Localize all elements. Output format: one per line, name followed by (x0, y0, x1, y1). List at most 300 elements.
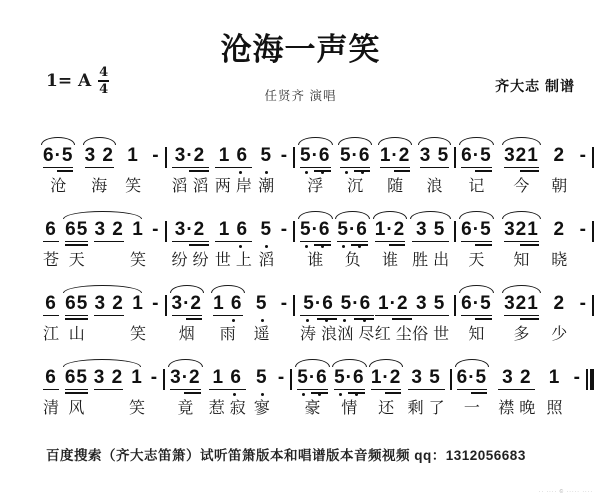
arranger-credit: 齐大志 制谱 (495, 78, 575, 94)
duration-marks (580, 314, 587, 322)
underline (184, 392, 200, 394)
lyric (106, 399, 110, 419)
measure (167, 136, 294, 197)
lyric: 少 (551, 326, 568, 343)
duration-marks (43, 388, 59, 396)
note-group (337, 284, 380, 345)
underline (300, 167, 330, 169)
slur-arc (168, 359, 202, 367)
underline (65, 389, 88, 391)
meter-denominator: 4 (99, 82, 109, 97)
lyric: 浪 (426, 178, 443, 195)
underline (65, 244, 88, 246)
lyric: 晓 (551, 252, 568, 269)
duration-marks (551, 166, 567, 174)
underline (215, 167, 252, 169)
note-group (254, 284, 270, 345)
note-group (258, 136, 274, 197)
lyric (279, 399, 283, 419)
duration-marks (281, 166, 288, 174)
measure (38, 358, 163, 419)
duration-marks (412, 314, 449, 322)
duration-marks (278, 388, 285, 396)
note-group (281, 136, 288, 197)
note-group (85, 136, 114, 197)
underline (213, 315, 242, 317)
slur-arc (378, 137, 412, 145)
duration-marks (151, 388, 158, 396)
note-group (574, 358, 581, 419)
duration-marks (65, 314, 88, 322)
lyric: 多 (513, 326, 530, 343)
underline (504, 167, 539, 169)
underline (43, 315, 59, 317)
measure (456, 210, 592, 271)
note-group (258, 210, 274, 271)
duration-marks (172, 166, 209, 174)
underline (65, 241, 88, 243)
key-label: 1= A (46, 71, 92, 91)
lyric: 今 (513, 178, 530, 195)
lyric: 沉 (347, 178, 364, 195)
octave-dot (239, 171, 242, 174)
lyric (152, 399, 156, 419)
underline (172, 167, 209, 169)
duration-marks (461, 240, 491, 248)
note-group (461, 284, 491, 345)
underline (209, 389, 246, 391)
duration-marks (580, 240, 587, 248)
singer-credit: 任贤齐 演唱 (264, 89, 337, 103)
duration-marks (125, 166, 141, 174)
underline (389, 244, 405, 246)
duration-marks (420, 166, 449, 174)
note-group (213, 284, 242, 345)
underline (520, 244, 539, 246)
note-digits: 2 (553, 293, 566, 314)
note-group (43, 136, 73, 197)
note-group (125, 136, 141, 197)
note-group (171, 210, 214, 271)
note-digits: 3 2 (502, 367, 532, 388)
duration-marks (375, 314, 412, 322)
duration-marks (254, 388, 270, 396)
note-group (281, 284, 288, 345)
slur-arc (41, 137, 75, 145)
note-group (278, 358, 285, 419)
lyric: 还 (378, 400, 395, 417)
note-digits: - (152, 219, 160, 240)
lyric: 知 (513, 252, 530, 269)
lyric: 照 (546, 400, 563, 417)
lyric (282, 325, 286, 345)
lyric: 清 (43, 400, 60, 417)
note-digits: 1 (132, 219, 144, 240)
slur-arc (502, 285, 541, 293)
slur-arc (83, 137, 116, 145)
underline (43, 167, 73, 169)
duration-marks (254, 314, 270, 322)
slur-arc (459, 285, 493, 293)
lyric: 竟 (177, 400, 194, 417)
note-group (504, 210, 539, 271)
staff-line (38, 284, 594, 345)
barline (592, 147, 594, 168)
note-digits: 1 (127, 145, 139, 166)
measure (295, 284, 454, 345)
note-digits: - (579, 293, 587, 314)
underline (520, 318, 539, 320)
slur-arc (211, 285, 244, 293)
duration-marks (375, 240, 405, 248)
note-group (300, 136, 330, 197)
lyric: 天 (68, 252, 85, 269)
note-digits: 5·6 (337, 219, 368, 240)
octave-dot (305, 245, 308, 248)
note-group (551, 284, 567, 345)
duration-marks (152, 166, 159, 174)
measure (456, 136, 592, 197)
octave-dot (265, 171, 268, 174)
underline (57, 170, 73, 172)
note-digits: - (277, 367, 286, 388)
underline (300, 241, 330, 243)
underline (94, 241, 123, 243)
lyric: 风 (68, 400, 85, 417)
duration-marks (412, 240, 449, 248)
note-digits: 2 (553, 219, 566, 240)
note-group (152, 284, 159, 345)
slur-arc (298, 137, 332, 145)
note-digits: 3·2 (174, 145, 206, 166)
duration-marks (130, 240, 146, 248)
note-group (43, 284, 59, 345)
note-digits: - (579, 145, 587, 166)
staff-line (38, 210, 594, 271)
octave-dot (339, 393, 342, 396)
lyric (154, 325, 158, 345)
note-group (130, 210, 146, 271)
slur-arc (410, 211, 451, 219)
slur-arc (455, 359, 489, 367)
underline (297, 389, 327, 391)
underline (94, 389, 123, 391)
underline (520, 170, 539, 172)
slur-arc (502, 211, 541, 219)
lyric: 一 (463, 400, 480, 417)
duration-marks (172, 240, 209, 248)
note-digits: 6·5 (461, 145, 492, 166)
measure (38, 284, 165, 345)
note-digits: 3 2 (93, 367, 124, 388)
note-digits: - (280, 145, 289, 166)
underline (457, 389, 487, 391)
note-group (94, 284, 123, 345)
slur-arc (369, 359, 403, 367)
note-digits: - (579, 219, 587, 240)
lyric: 谁 (382, 252, 399, 269)
note-digits: 5·6 (300, 219, 331, 240)
underline (412, 241, 449, 243)
lyric: 世上 (214, 252, 257, 269)
note-digits: 6·5 (43, 145, 74, 166)
duration-marks (380, 166, 410, 174)
octave-dot (233, 393, 236, 396)
duration-marks (213, 314, 242, 322)
underline (186, 318, 202, 320)
note-digits: 1 (132, 293, 144, 314)
octave-dot (261, 319, 264, 322)
octave-dot (325, 319, 328, 322)
note-digits: 1·2 (379, 145, 411, 166)
duration-marks (281, 240, 288, 248)
note-digits: 1 6 (213, 293, 243, 314)
underline (392, 318, 412, 320)
note-group (300, 210, 330, 271)
note-digits: 1 (131, 367, 143, 388)
note-digits: 5·6 (297, 367, 328, 388)
underline (189, 244, 209, 246)
duration-marks (152, 314, 159, 322)
duration-marks (258, 166, 274, 174)
lyric (282, 177, 286, 197)
underline (394, 170, 410, 172)
note-group (380, 136, 410, 197)
slur-arc (459, 211, 493, 219)
octave-dot (355, 393, 358, 396)
note-group (375, 210, 405, 271)
octave-dot (261, 393, 264, 396)
underline (189, 170, 209, 172)
note-digits: 1·2 (374, 219, 406, 240)
note-digits: 5·6 (340, 293, 372, 314)
score-area (0, 118, 601, 419)
note-group (152, 210, 159, 271)
staff-line (38, 358, 594, 419)
note-group (130, 284, 146, 345)
note-group (151, 358, 158, 419)
meter-numerator: 4 (99, 65, 109, 80)
note-group (300, 284, 343, 345)
note-group (152, 136, 159, 197)
lyric (282, 251, 286, 271)
lyric (154, 177, 158, 197)
slur-arc (418, 137, 451, 145)
measure (456, 284, 592, 345)
lyric: 豪 (304, 400, 321, 417)
measure (452, 358, 586, 419)
note-group (580, 210, 587, 271)
duration-marks (65, 388, 88, 396)
lyric: 山 (68, 326, 85, 343)
underline (471, 392, 487, 394)
lyric: 惹寂 (208, 400, 251, 417)
lyric (581, 177, 585, 197)
note-digits: 6·5 (456, 367, 488, 388)
note-digits: - (152, 293, 160, 314)
note-group (340, 136, 370, 197)
lyric: 滔 (258, 252, 275, 269)
slur-arc (502, 137, 541, 145)
note-digits: 5 (255, 293, 268, 314)
underline (85, 167, 114, 169)
note-group (297, 358, 327, 419)
note-group (551, 210, 567, 271)
slur-arc (332, 359, 366, 367)
note-digits: 65 (65, 293, 89, 314)
lyric: 纷纷 (171, 252, 214, 269)
note-digits: 3·2 (174, 219, 206, 240)
underline (170, 389, 200, 391)
note-group (504, 284, 539, 345)
underline (375, 315, 412, 317)
lyric (575, 399, 579, 419)
underline (300, 315, 337, 317)
underline (340, 167, 370, 169)
lyric: 剩了 (407, 400, 450, 417)
underline (94, 315, 123, 317)
duration-marks (85, 166, 114, 174)
note-digits: 6 (45, 367, 57, 388)
note-group (374, 284, 417, 345)
duration-marks (94, 240, 123, 248)
duration-marks (152, 240, 159, 248)
lyric: 两岸 (214, 178, 257, 195)
duration-marks (65, 240, 88, 248)
song-title: 沧海一声笑 (220, 32, 381, 67)
underline (375, 241, 405, 243)
note-digits: 65 (64, 367, 88, 388)
duration-marks (461, 314, 491, 322)
duration-marks (340, 166, 370, 174)
duration-marks (551, 314, 567, 322)
underline (43, 241, 59, 243)
underline (461, 241, 491, 243)
measure (295, 136, 454, 197)
underline (461, 167, 491, 169)
underline (385, 392, 401, 394)
note-group (580, 284, 587, 345)
note-group (504, 136, 539, 197)
measure (167, 284, 294, 345)
lyric: 知 (468, 326, 485, 343)
note-group (254, 358, 270, 419)
lyric: 遥 (253, 326, 270, 343)
note-digits: - (152, 145, 160, 166)
octave-dot (361, 171, 364, 174)
duration-marks (130, 314, 146, 322)
note-digits: - (573, 367, 581, 388)
lyric (107, 325, 111, 345)
duration-marks (94, 388, 123, 396)
barline (592, 295, 594, 316)
note-group (65, 210, 88, 271)
note-group (580, 136, 587, 197)
underline (172, 241, 209, 243)
duration-marks (504, 166, 539, 174)
duration-marks (297, 388, 327, 396)
duration-marks (215, 166, 252, 174)
slur-arc (335, 211, 369, 219)
lyric: 涛浪 (300, 326, 343, 343)
lyric: 随 (387, 178, 404, 195)
duration-marks (580, 166, 587, 174)
note-digits: 6 (45, 219, 57, 240)
lyric: 浮 (307, 178, 324, 195)
underline (420, 167, 449, 169)
note-digits: - (150, 367, 159, 388)
note-group (94, 358, 123, 419)
note-digits: 1 6 (212, 367, 242, 388)
duration-marks (281, 314, 288, 322)
note-digits: 321 (504, 293, 539, 314)
duration-marks (337, 314, 374, 322)
note-group (214, 136, 257, 197)
note-digits: - (280, 219, 289, 240)
note-group (94, 210, 123, 271)
note-group (337, 210, 367, 271)
underline (65, 392, 88, 394)
note-digits: 5 (260, 219, 273, 240)
note-group (461, 210, 491, 271)
underline (412, 315, 449, 317)
lyric: 笑 (125, 178, 142, 195)
underline (215, 241, 252, 243)
lyric (581, 251, 585, 271)
duration-marks (504, 240, 539, 248)
underline (408, 389, 445, 391)
note-digits: 3 2 (84, 145, 114, 166)
lyric (581, 325, 585, 345)
note-group (171, 136, 214, 197)
underline (43, 389, 59, 391)
note-digits: 321 (504, 219, 539, 240)
octave-dot (232, 319, 235, 322)
lyric: 俗世 (412, 326, 455, 343)
duration-marks (334, 388, 364, 396)
note-group (65, 358, 88, 419)
note-group (208, 358, 251, 419)
lyric: 潮 (258, 178, 275, 195)
octave-dot (321, 245, 324, 248)
note-digits: 5·6 (303, 293, 334, 314)
note-digits: 3·2 (170, 367, 201, 388)
underline (380, 167, 410, 169)
duration-marks (371, 388, 401, 396)
duration-marks (408, 388, 445, 396)
slur-arc (298, 211, 332, 219)
underline (475, 244, 491, 246)
note-group (546, 358, 562, 419)
underline (172, 315, 202, 317)
underline (65, 318, 88, 320)
note-digits: 3 5 (419, 145, 450, 166)
octave-dot (305, 171, 308, 174)
lyric: 寥 (253, 400, 270, 417)
slur-arc (295, 359, 329, 367)
octave-dot (345, 171, 348, 174)
barline (592, 221, 594, 242)
underline (371, 389, 401, 391)
measure (165, 358, 290, 419)
staff-line (38, 136, 594, 197)
footer-note: 百度搜索（齐大志笛箫）试听笛箫版本和唱谱版本音频视频 qq：1312056683 (46, 448, 526, 463)
note-digits: 1 (548, 367, 561, 388)
duration-marks (94, 314, 123, 322)
underline (498, 389, 535, 391)
note-digits: 1·2 (370, 367, 402, 388)
note-digits: 5·6 (334, 367, 365, 388)
